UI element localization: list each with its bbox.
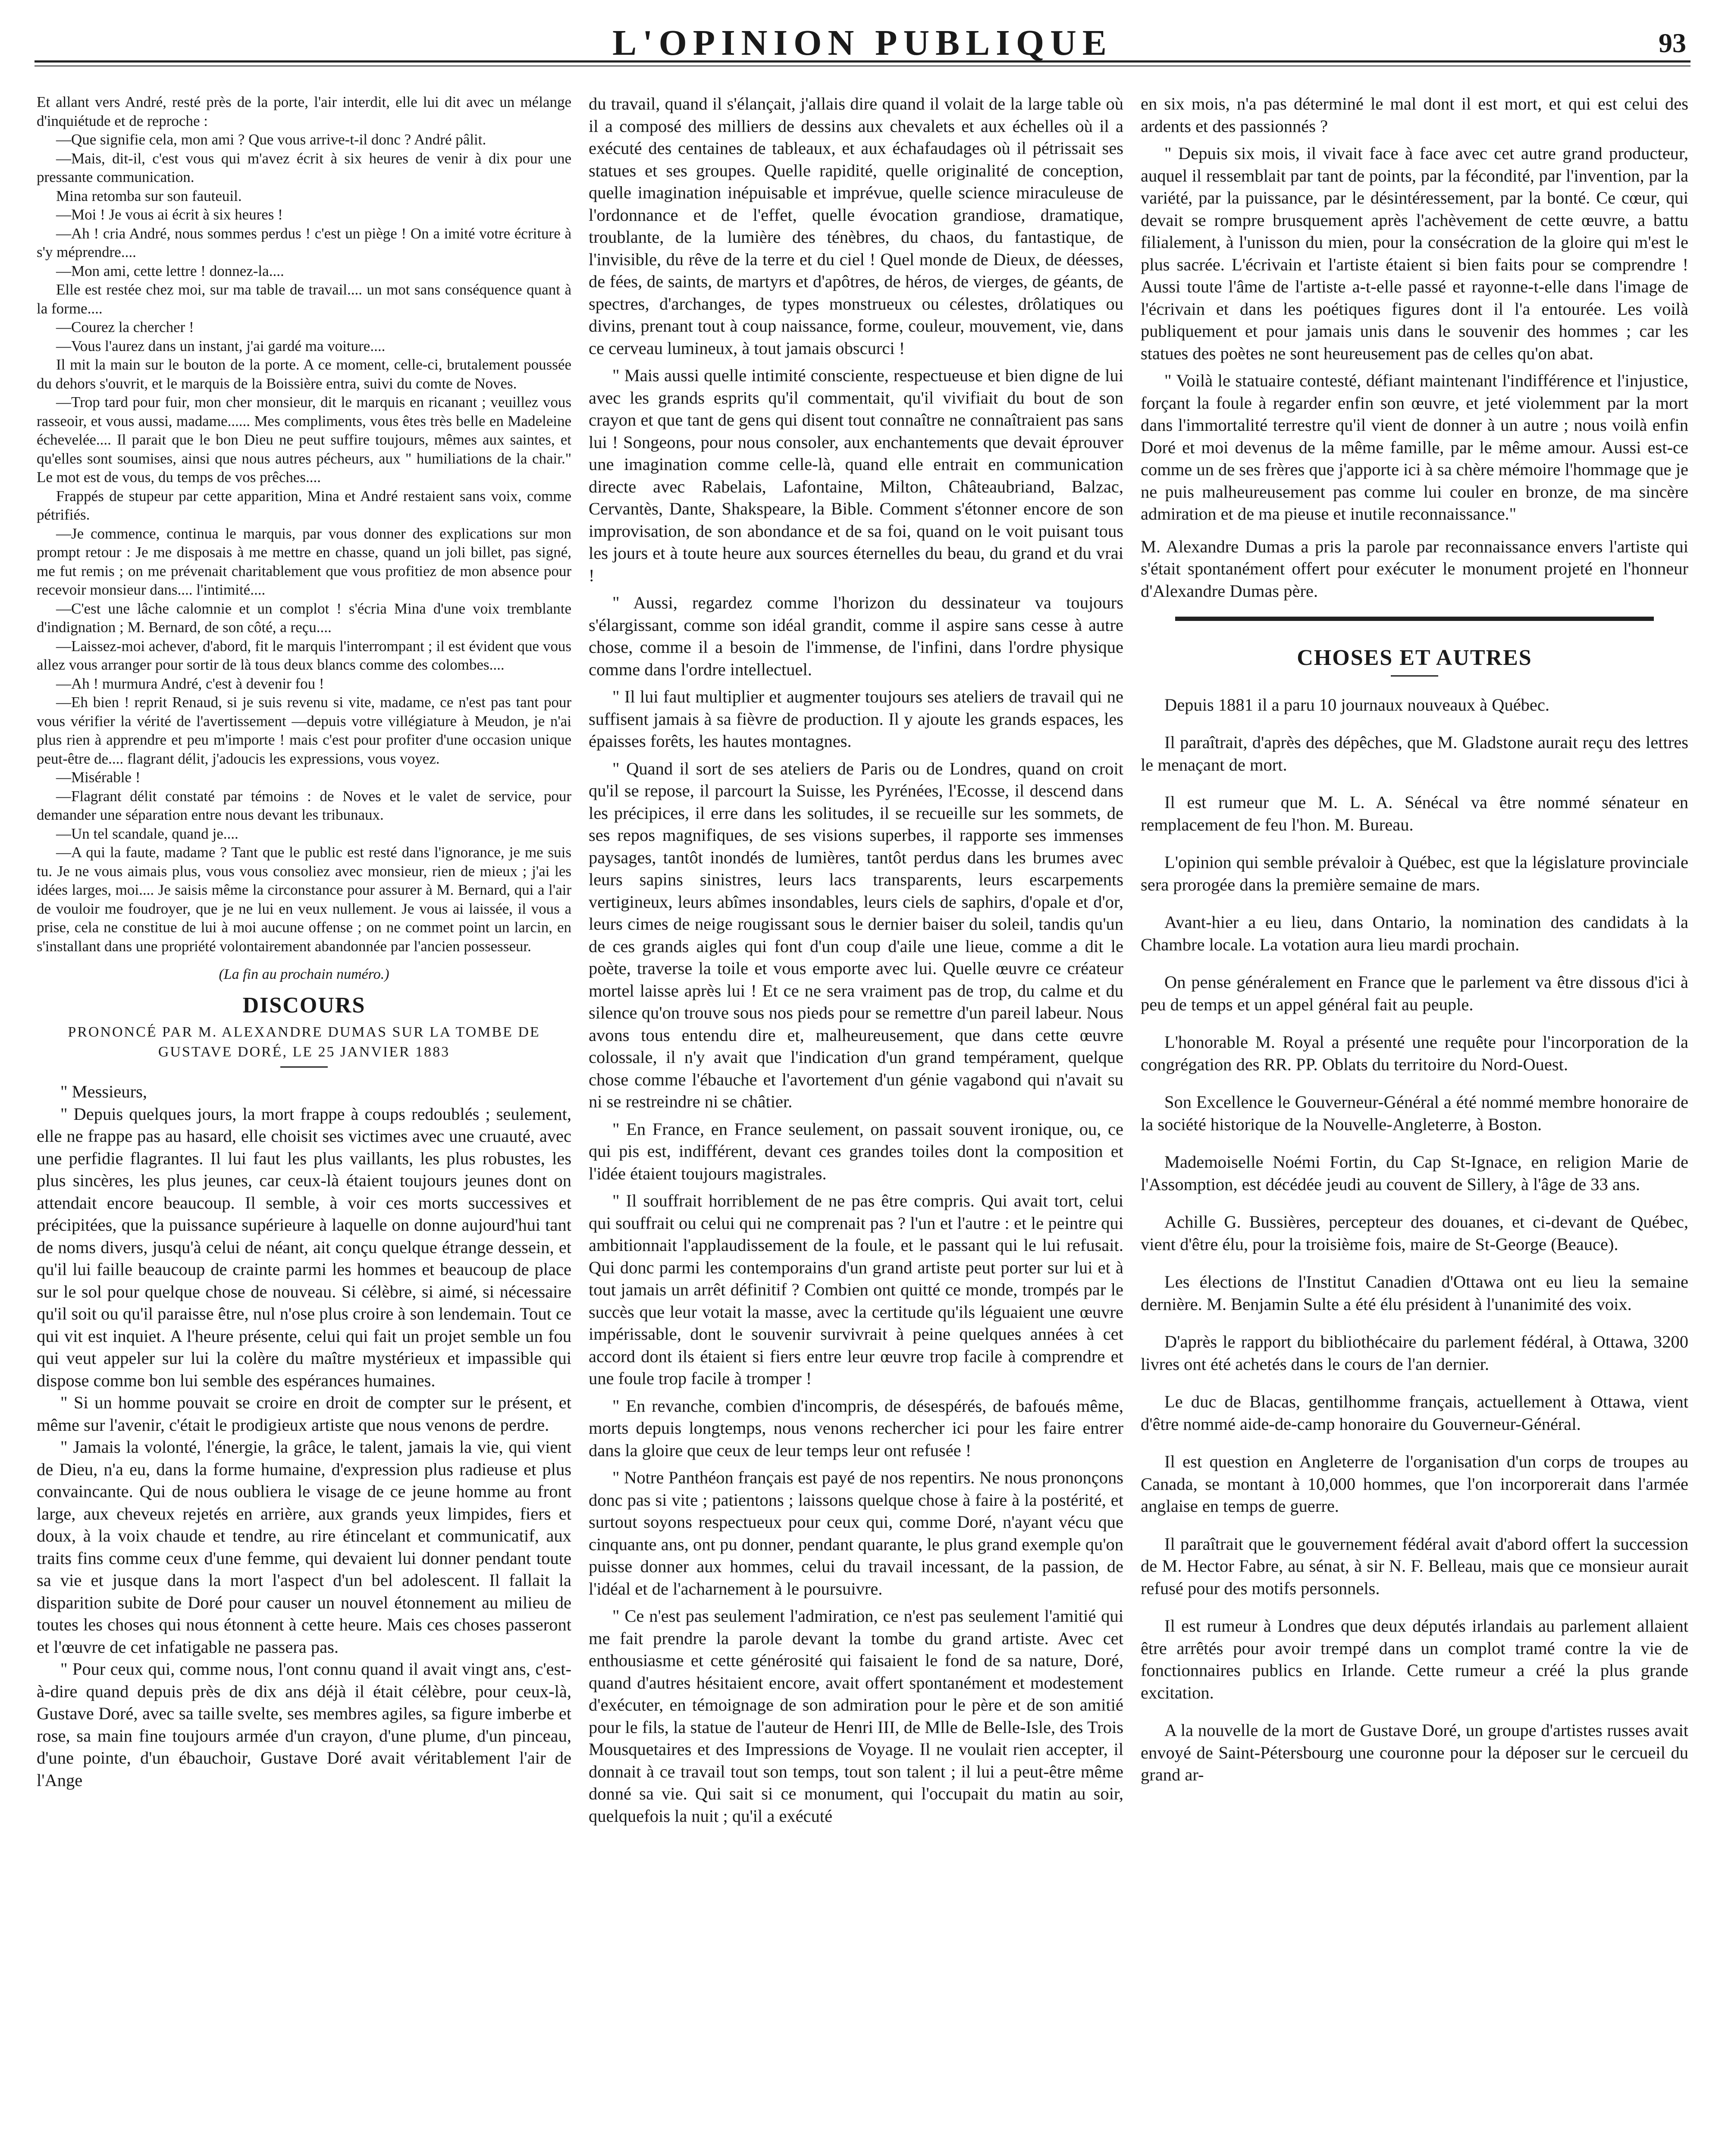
news-item: Le duc de Blacas, gentilhomme français, actuellement à Ottawa, vient d'être nommé aide-de-camp honoraire du Gouverneur-Général. [1141,1392,1688,1434]
discours-paragraph: du travail, quand il s'élançait, j'allais dire quand il volait de la large table où il a composé des milliers de dessins aux chevalets et aux échelles où il a exécuté des centaines de tableaux, et aux échafaudages où il pétrissait ses statues et ses groupes. Quelle rapidité, quelle originalité de conception, quelle imagination inépuisable et imprévue, quelle science miraculeuse de l'ordonnance et de l'effet, quelle évocation grandiose, dramatique, troublante, de la lumière des ténèbres, du chaos, du fantastique, de l'invisible, du rêve de la terre et du ciel ! Quel monde de Dieux, de déesses, de fées, de saints, de martyrs et d'apôtres, de héros, de vierges, de géants, de spectres, d'archanges, de types monstrueux ou célestes, drôlatiques ou divins, prenant tout à coup naissance, forme, couleur, mouvement, vie, dans ce cerveau lumineux, à tout jamais obscurci ! [589,94,1123,358]
story-line: Et allant vers André, resté près de la porte, l'air interdit, elle lui dit avec un mélange d'inquiétude et de reproche : [37,94,571,129]
news-item: Depuis 1881 il a paru 10 journaux nouveaux à Québec. [1164,695,1549,714]
discours-paragraph: " Il souffrait horriblement de ne pas être compris. Qui avait tort, celui qui souffrait ou celui qui ne comprenait pas ? l'un et l'autre : et le peintre qui ambitionnait l'applaudissement de la foule, et le passant qui le lui refusait. Qui donc parmi les contemporains d'un grand artiste peut porter sur lui et à tout jamais un arrêt définitif ? Combien ont quitté ce monde, trompés par le succès que leur votait la masse, avec la certitude qu'ils léguaient une œuvre impérissable, dont le souvenir survivrait à peine quelques années à cet accord dont ils étaient si fiers entre leur œuvre trop facile à comprendre et une foule trop facile à tromper ! [589,1191,1123,1388]
story-line: Elle est restée chez moi, sur ma table de travail.... un mot sans conséquence quant à la forme.... [37,281,571,317]
news-item: Il est question en Angleterre de l'organisation d'un corps de troupes au Canada, se montant à 10,000 hommes, que l'on incorporerait dans l'armée anglaise en temps de guerre. [1141,1452,1688,1516]
discours-paragraph: " Voilà le statuaire contesté, défiant maintenant l'indifférence et l'injustice, forçant la foule à regarder enfin son œuvre, et jeté violemment par la mort dans l'immortalité terrestre qu'il vient de donner à un autre ; nous voilà enfin Doré et moi devenus de la même famille, par le même amour. Aussi est-ce comme un de ses frères que j'apporte ici à sa chère mémoire l'hommage que je ne puis malheureusement pas comme lui couler en bronze, de ma sincère admiration et de ma pieuse et inutile reconnaissance." [1141,371,1688,523]
news-item: D'après le rapport du bibliothécaire du parlement fédéral, à Ottawa, 3200 livres ont été achetés dans le cours de l'an dernier. [1141,1332,1688,1374]
column-2 [589,93,1123,2156]
newspaper-title: L'OPINION PUBLIQUE [612,23,1113,63]
news-item: L'opinion qui semble prévaloir à Québec, est que la législature provinciale sera prorogée dans la première semaine de mars. [1141,852,1688,894]
discours-paragraph: " Notre Panthéon français est payé de nos repentirs. Ne nous prononçons donc pas si vite ; patientons ; laissons quelque chose à faire à la postérité, et surtout soyons respectueux pour ceux qui, comme Doré, n'ayant vécu que cinquante ans, ont pu donner, pendant quarante, le plus grand exemple qu'on puisse donner aux hommes, celui du travail incessant, de la passion, de l'idéal et de l'acharnement à le poursuivre. [589,1468,1123,1598]
discours-paragraph: " Ce n'est pas seulement l'admiration, ce n'est pas seulement l'amitié qui me fait prendre la parole devant la tombe du grand artiste. Avec cet enthousiasme et cette générosité qui faisaient le fond de sa nature, Doré, quand d'autres hésitaient encore, avait offert spontanément et modestement d'exécuter, en témoignage de son admiration pour le père et de son amitié pour le fils, la statue de l'auteur de Henri III, de Mlle de Belle-Isle, des Trois Mousquetaires et des Impressions de Voyage. Il ne voulait rien accepter, il donnait à ce travail tout son temps, tout son talent ; il lui a peut-être même donné sa vie. Qui sait si ce monument, qui l'occupait du matin au soir, quelquefois la nuit ; qu'il a exécuté [589,1606,1123,1826]
discours-paragraph: " Aussi, regardez comme l'horizon du dessinateur va toujours s'élargissant, comme son idéal grandit, comme il aspire sans cesse à autre chose, comme il a besoin de l'immense, de l'infini, dans l'ordre physique comme dans l'ordre intellectuel. [589,593,1123,679]
masthead [34,23,1690,63]
choses-heading: CHOSES ET AUTRES [1297,646,1532,670]
section-rule [1391,675,1438,677]
news-item: Il paraîtrait que le gouvernement fédéral avait d'abord offert la succession de M. Hector Fabre, au sénat, à sir N. F. Belleau, mais que ce monsieur aurait refusé pour des motifs personnels. [1141,1534,1688,1598]
news-item: Les élections de l'Institut Canadien d'Ottawa ont eu lieu la semaine dernière. M. Benjamin Sulte a été élu président à l'unanimité des voix. [1141,1272,1688,1314]
news-item: A la nouvelle de la mort de Gustave Doré, un groupe d'artistes russes avait envoyé de Saint-Pétersbourg une couronne pour la déposer sur le cercueil du grand ar- [1141,1720,1688,1784]
news-item: Achille G. Bussières, percepteur des douanes, et ci-devant de Québec, vient d'être élu, pour la troisième fois, maire de St-George (Beauce). [1141,1212,1688,1254]
discours-paragraph: " Messieurs, [60,1082,147,1101]
story-line: —Vous l'aurez dans un instant, j'ai gardé ma voiture.... [56,337,386,354]
story-line: —Misérable ! [56,769,141,786]
story-line: —Un tel scandale, quand je.... [56,825,238,842]
news-item: On pense généralement en France que le parlement va être dissous d'ici à peu de temps et un appel général fait au peuple. [1141,972,1688,1014]
story-line: —Ah ! murmura André, c'est à devenir fou ! [56,675,324,692]
section-rule [280,1066,328,1068]
news-item: Il paraîtrait, d'après des dépêches, que M. Gladstone aurait reçu des lettres le menaçant de mort. [1141,733,1688,774]
page-number: 93 [1659,28,1686,58]
news-item: Son Excellence le Gouverneur-Général a été nommé membre honoraire de la société historique de la Nouvelle-Angleterre, à Boston. [1141,1092,1688,1134]
story-line: —Mon ami, cette lettre ! donnez-la.... [56,262,284,279]
news-item: Il est rumeur à Londres que deux députés irlandais au parlement allaient être arrêtés pour avoir trempé dans un complot tramé contre la vie de fonctionnaires publics en Irlande. Cette rumeur a créé la plus grande excitation. [1141,1616,1688,1702]
discours-heading: DISCOURS [242,993,366,1018]
story-line: —Ah ! cria André, nous sommes perdus ! c'est un piège ! On a imité votre écriture à s'y méprendre.... [37,225,571,260]
discours-paragraph: " Jamais la volonté, l'énergie, la grâce, le talent, jamais la vie, qui vient de Dieu, n'a eu, dans la forme humaine, d'expression plus radieuse et plus convaincante. Qui de nous oubliera le visage de ce jeune homme au front large, aux cheveux rejetés en arrière, aux grands yeux limpides, fiers et doux, à la voix chaude et tendre, au rire étincelant et communicatif, aux traits fins comme ceux d'une femme, qui devaient lui donner pendant toute sa vie et jusque dans la mort l'aspect d'un bel adolescent. Il fallait la disparition subite de Doré pour causer un nouvel étonnement au milieu de toutes les choses qui nous étonnent à cette heure. Mais ces choses passeront et l'œuvre de cet infatigable ne passera pas. [37,1437,571,1657]
serial-story [37,93,571,956]
story-line: —A qui la faute, madame ? Tant que le public est resté dans l'ignorance, je me suis tu. Je ne vous aimais plus, vous vous consoliez avec monsieur, rien de mieux ; j'ai les idées larges, moi.... Je saisis même la circonstance pour assurer à M. Bernard, qui a l'air de vouloir me foudroyer, que je ne lui en veux nullement. Je vous ai laissée, il vous a prise, cela ne constitue de lui à moi aucune offense ; on ne commet point un larcin, en s'installant dans une propriété volontairement abandonnée par l'ancien possesseur. [37,844,571,955]
news-item: L'honorable M. Royal a présenté une requête pour l'incorporation de la congrégation des RR. PP. Oblats du territoire du Nord-Ouest. [1141,1032,1688,1074]
story-line: —Moi ! Je vous ai écrit à six heures ! [56,206,283,223]
section-divider [1175,617,1654,621]
masthead-rule [34,60,1690,63]
story-line: —Trop tard pour fuir, mon cher monsieur, dit le marquis en ricanant ; veuillez vous rasseoir, et vous aussi, madame...... Mes compliments, vous êtes très belle en Madeleine échevelée.... Il parait que le bon Dieu ne peut suffire toujours, mêmes aux saintes, et qu'elles sont soumises, ainsi que nous autres pécheurs, aux " humiliations de la chair." Le mot est de vous, du temps de vos prêches.... [37,394,571,486]
story-line: —Flagrant délit constaté par témoins : de Noves et le valet de service, pour demander une séparation entre nous devant les tribunaux. [37,787,571,823]
story-line: —Courez la chercher ! [56,319,194,335]
discours-paragraph: " Depuis six mois, il vivait face à face avec cet autre grand producteur, auquel il ressemblait par tant de points, par la fécondité, par l'invention, par la variété, par la puissance, par le désintéressement, par la bonté. Ce cœur, qui devait se rompre brusquement après l'achèvement de cette œuvre, a battu filialement, à l'unisson du mien, pour la consécration de la gloire qui m'est le plus sacrée. L'écrivain et l'artiste étaient si bien faits pour se comprendre ! Aussi toute l'âme de l'artiste a-t-elle passé et rayonne-t-elle dans l'image de l'écrivain et dans les poétiques figures dont il l'a entourée. Les voilà publiquement et pour jamais unis dans le souvenir des hommes ; car les statues des poètes ne sont heureusement pas de celles qu'on abat. [1141,144,1688,363]
news-item: Mademoiselle Noémi Fortin, du Cap St-Ignace, en religion Marie de l'Assomption, est décédée jeudi au couvent de Sillery, à l'âge de 33 ans. [1141,1152,1688,1194]
discours-paragraph: en six mois, n'a pas déterminé le mal dont il est mort, et qui est celui des ardents et des passionnés ? [1141,94,1688,136]
discours-paragraph: " Quand il sort de ses ateliers de Paris ou de Londres, quand on croit qu'il se repose, il parcourt la Suisse, les Pyrénées, l'Ecosse, il descend dans les précipices, il erre dans les solitudes, il se recueille sur les sommets, de ses repos magnifiques, de ses visions superbes, il rapporte ses immenses paysages, tantôt inondés de lumières, tantôt perdus dans les brumes avec leurs sapins sinistres, leurs lacs transparents, leurs escarpements vertigineux, leurs abîmes insondables, leurs ciels de saphirs, d'opale et d'or, leurs cimes de neige rougissant sous le dernier baiser du soleil, tandis qu'un de ces grands aigles qui font d'un coup d'aile une lieue, comme a dit le poète, traverse la toile et vous emporte avec lui. Quelle œuvre ce créateur mortel laisse après lui ! Et ce ne sera vraiment pas de trop, du calme et du silence qu'on trouve sous nos pieds pour se remettre d'un pareil labeur. Nous avons tous entendu dire et, malheureusement, que dans cette œuvre colossale, il n'y avait que l'indication d'un grand tempérament, quelque chose comme l'ébauche et l'avortement d'un génie vagabond qui n'avait su ni se restreindre ni se châtier. [589,758,1123,1111]
discours-paragraph: " En revanche, combien d'incompris, de désespérés, de bafoués même, morts depuis longtemps, nous venons rechercher ici pour les faire entrer dans la gloire que ceux de leur temps leur ont refusée ! [589,1396,1123,1460]
discours-paragraph: " Il lui faut multiplier et augmenter toujours ses ateliers de travail qui ne suffisent jamais à sa fièvre de production. Il y ajoute les grands espaces, les épaisses forêts, les hautes montagnes. [589,687,1123,751]
discours-paragraph: " Si un homme pouvait se croire en droit de compter sur le présent, et même sur l'avenir, c'était le prodigieux artiste que nous venons de perdre. [37,1393,571,1435]
discours-paragraph: " Pour ceux qui, comme nous, l'ont connu quand il avait vingt ans, c'est-à-dire quand depuis près de dix ans déjà il était célèbre, pour ceux-là, Gustave Doré, avec sa taille svelte, ses membres agiles, sa figure imberbe et rose, sa main fine toujours armée d'un crayon, d'une plume, d'un pinceau, d'une pointe, d'un ébauchoir, Gustave Doré avait véritablement l'air de l'Ange [37,1659,571,1790]
column-1 [37,93,571,2156]
column-3 [1141,93,1688,2156]
story-line: —Laissez-moi achever, d'abord, fit le marquis l'interrompant ; il est évident que vous allez vous arranger pour sortir de là tous deux blancs comme des colombes.... [37,637,571,673]
news-item: Il est rumeur que M. L. A. Sénécal va être nommé sénateur en remplacement de feu l'hon. M. Bureau. [1141,793,1688,834]
closing-note: M. Alexandre Dumas a pris la parole par reconnaissance envers l'artiste qui s'était spontanément offert pour exécuter le monument projeté en l'honneur d'Alexandre Dumas père. [1141,536,1688,601]
discours-paragraph: " Depuis quelques jours, la mort frappe à coups redoublés ; seulement, elle ne frappe pas au hasard, elle choisit ses victimes avec une cruauté, avec une perfidie flagrantes. Il lui faut les plus vaillants, les plus robustes, les plus sincères, les plus jeunes, car ceux-là étaient toujours jeunes dont on attendait encore beaucoup. Il semble, à voir ces morts successives et précipitées, que la puissance supérieure à laquelle on donne aujourd'hui tant de noms divers, jusqu'à celui de néant, ait conçu quelque étrange dessein, et qu'il lui faille beaucoup de crainte parmi les hommes et beaucoup de place sur le sol pour quelque chose de nouveau. Si célèbre, si aimé, si nécessaire qu'il soit ou qu'il paraisse être, nul n'ose plus croire à son lendemain. Tout ce qui vit est inquiet. A l'heure présente, celui qui fait un projet semble un fou qui veut appeler sur lui la colère du maître mystérieux et impassible qui dispose comme bon lui semble des espérances humaines. [37,1104,571,1390]
news-item: Avant-hier a eu lieu, dans Ontario, la nomination des candidats à la Chambre locale. La votation aura lieu mardi prochain. [1141,912,1688,954]
story-line: Il mit la main sur le bouton de la porte. A ce moment, celle-ci, brutalement poussée du dehors s'ouvrit, et le marquis de la Boissière entra, suivi du comte de Noves. [37,356,571,392]
story-line: Frappés de stupeur par cette apparition, Mina et André restaient sans voix, comme pétrifiés. [37,487,571,523]
story-line: —Que signifie cela, mon ami ? Que vous arrive-t-il donc ? André pâlit. [56,131,486,148]
story-line: —Mais, dit-il, c'est vous qui m'avez écrit à six heures de venir à dix pour une pressante communication. [37,150,571,185]
story-continuation-note: (La fin au prochain numéro.) [219,966,389,982]
discours-paragraph: " En France, en France seulement, on passait souvent ironique, ou, ce qui pis est, indifférent, devant ces grandes toiles dont la composition et l'idée étaient toujours magistrales. [589,1119,1123,1183]
story-line: —C'est une lâche calomnie et un complot ! s'écria Mina d'une voix tremblante d'indignation ; M. Bernard, de son côté, a reçu.... [37,600,571,636]
story-line: —Eh bien ! reprit Renaud, si je suis revenu si vite, madame, ce n'est pas tant pour vous vérifier la vérité de l'avertissement —depuis votre villégiature à Meudon, je n'ai plus rien à apprendre et peu m'importe ! mais c'est pour profiter d'une occasion unique peut-être de.... flagrant délit, j'adoucis les expressions, vous voyez. [37,694,571,767]
discours-paragraph: " Mais aussi quelle intimité consciente, respectueuse et bien digne de lui avec les grands esprits qu'il commentait, qu'il vivifiait du bout de son crayon et que tant de gens qui disent tout connaître ne connaîtraient pas sans lui ! Songeons, pour nous consoler, aux enchantements que devait éprouver une imagination comme celle-là, quand elle entrait en communication directe avec Rabelais, Lafontaine, Milton, Châteaubriand, Balzac, Cervantès, Dante, Shakspeare, la Bible. Comment s'étonner encore de son improvisation, de son abondance et de sa foi, quand on le voit puisant tous les jours et à toute heure aux sources éternelles du beau, du grand et du vrai ! [589,366,1123,585]
story-line: —Je commence, continua le marquis, par vous donner des explications sur mon prompt retour : Je me disposais à me mettre en chasse, quand un joli billet, pas signé, me fut remis ; on me prévenait charitablement que vous profitiez de mon absence pour recevoir monsieur dans.... l'intimité.... [37,525,571,598]
story-line: Mina retomba sur son fauteuil. [56,187,242,204]
discours-subheading: PRONONCÉ PAR M. ALEXANDRE DUMAS SUR LA TOMBE DE GUSTAVE DORÉ, LE 25 JANVIER 1883 [68,1024,540,1060]
